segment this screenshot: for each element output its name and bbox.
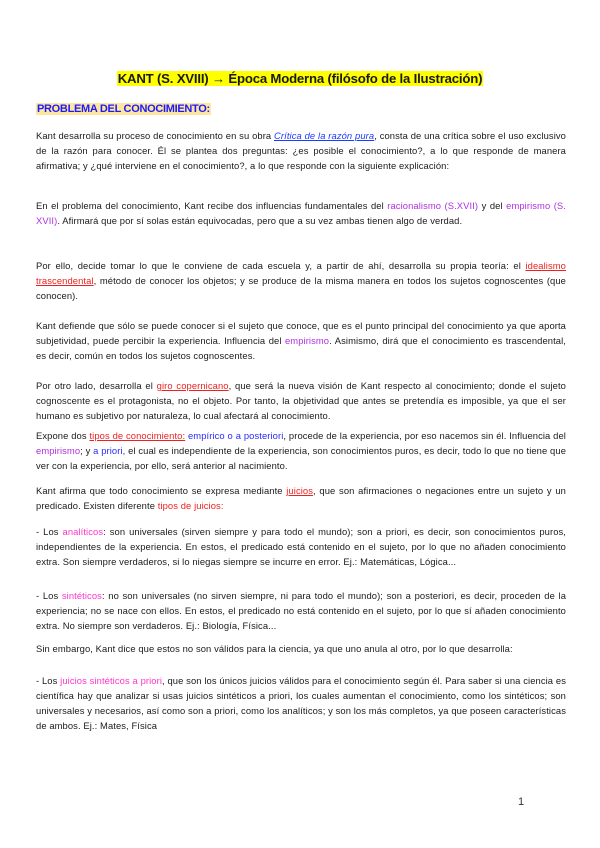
text: ; y	[80, 445, 94, 456]
text: Por otro lado, desarrolla el	[36, 380, 157, 391]
paragraph-1	[36, 128, 566, 173]
highlight-analiticos: analíticos	[62, 526, 104, 537]
paragraph-2	[36, 198, 566, 228]
page-number: 1	[518, 796, 525, 808]
paragraph-sinteticos-a-priori	[36, 673, 566, 733]
text: Kant defiende que sólo se puede conocer si el sujeto que conoce, que es el punto principal del conocimiento ya que aporta subjetividad, puede percibir la experiencia. Influencia del	[36, 320, 566, 346]
text: - Los	[36, 526, 63, 537]
paragraph-analiticos	[36, 524, 566, 569]
text: : no son universales (no sirven siempre, ni para todo el mundo); son a posteriori, es decir, proceden de la experiencia; no se nace con ellos. En estos, el predicado no está contenido en el sujeto, por lo que sí añaden conocimiento extra. No siempre son verdaderos. Ej.: Biología, Física...	[36, 590, 567, 631]
text: Sin embargo, Kant dice que estos no son válidos para la ciencia, ya que uno anula al otro, por lo que desarrolla:	[36, 643, 513, 654]
paragraph-3	[36, 258, 566, 303]
paragraph-6	[36, 428, 566, 473]
page-title	[0, 71, 600, 86]
highlight-a-priori: a priori,	[93, 445, 126, 456]
highlight-juicios-sinteticos-a-priori: juicios sintéticos a priori	[60, 675, 163, 686]
text: . Asimismo, dirá que el conocimiento es trascendental, es decir, común en todos los sujetos cognoscentes.	[36, 335, 566, 361]
text: , que son los únicos juicios válidos para el conocimiento según él. Para saber si una ciencia es científica hay que analizar si usas juicios sintéticos a priori, los cuales aumentan el conocimiento, como los sintéticos; son universales y necesarios, así como son a priori, como los analíticos; y son los más completos, ya que poseen características de ambos. Ej.: Mates, Física	[36, 675, 566, 731]
paragraph-4	[36, 318, 566, 363]
text: Kant afirma que todo conocimiento se expresa mediante	[36, 485, 287, 496]
text: , procede de la experiencia, por eso nacemos sin él. Influencia del	[283, 430, 566, 441]
tipos-conocimiento-link[interactable]: tipos de conocimiento:	[89, 430, 186, 441]
paragraph-10	[36, 641, 566, 656]
highlight-empirismo: empirismo	[36, 445, 81, 456]
juicios-link[interactable]: juicios	[286, 485, 314, 496]
text: . Afirmará que por sí solas están equivocadas, pero que a su vez ambas tienen algo de verdad.	[57, 215, 463, 226]
text: : son universales (sirven siempre y para todo el mundo); son a priori, es decir, son conocimientos puros, independientes de la experiencia. En estos, el predicado está contenido en el sujeto, por lo que no añaden conocimiento extra. Son siempre verdaderos, si lo niegas siempre se incurre en error. Ej.: Matemáticas, Lógica...	[36, 526, 566, 567]
highlight-tipos-juicios: tipos de juicios:	[157, 500, 224, 511]
paragraph-sinteticos	[36, 588, 566, 633]
highlight-empirico: empírico o a posteriori	[185, 430, 284, 441]
text: el cual es independiente de la experiencia, son conocimientos puros, es decir, todo lo que no tiene que ver con la experiencia, por ello, será anterior al nacimiento.	[36, 445, 567, 471]
text: - Los	[36, 675, 61, 686]
text: Kant desarrolla su proceso de conocimiento en su obra	[36, 130, 275, 141]
paragraph-5	[36, 378, 566, 423]
text: Por ello, decide tomar lo que le conviene de cada escuela y, a partir de ahí, desarrolla su propia teoría: el	[36, 260, 526, 271]
text: En el problema del conocimiento, Kant recibe dos influencias fundamentales del	[36, 200, 388, 211]
title-text: KANT (S. XVIII) → Época Moderna (filósofo de la Ilustración)	[117, 71, 483, 86]
text: , que son afirmaciones o negaciones entre un sujeto y un predicado. Existen diferente	[36, 485, 566, 511]
section-heading: PROBLEMA DEL CONOCIMIENTO:	[37, 103, 210, 115]
text: y del	[478, 200, 507, 211]
text: , que será la nueva visión de Kant respecto al conocimiento; donde el sujeto cognoscente es el protagonista, no el objeto. Por tanto, la objetividad que antes se pretendía es imposible, ya que el ser humano es subjetivo por naturaleza, lo cual afectará al conocimiento.	[36, 380, 566, 421]
text: Expone dos	[36, 430, 90, 441]
highlight-sinteticos: sintéticos	[61, 590, 102, 601]
text: , método de conocer los objetos; y se produce de la misma manera en todos los sujetos cognoscentes (que conocen).	[36, 275, 566, 301]
paragraph-7	[36, 483, 566, 513]
highlight-empirismo: empirismo (S. XVII)	[36, 200, 566, 226]
giro-link[interactable]: giro copernicano	[156, 380, 229, 391]
book-link[interactable]: Crítica de la razón pura	[274, 130, 375, 141]
highlight-racionalismo: racionalismo (S.XVII)	[387, 200, 479, 211]
text: , consta de una crítica sobre el uso exclusivo de la razón para conocer. Él se plantea dos preguntas: ¿es posible el conocimiento?, a lo que responde de manera afirmativa; y ¿qué interviene en el conocimiento?, a lo que responde con la siguiente explicación:	[36, 130, 566, 171]
idealismo-link[interactable]: idealismo trascendental	[36, 260, 566, 286]
highlight-empirismo: empirismo	[284, 335, 330, 346]
text: - Los	[36, 590, 62, 601]
